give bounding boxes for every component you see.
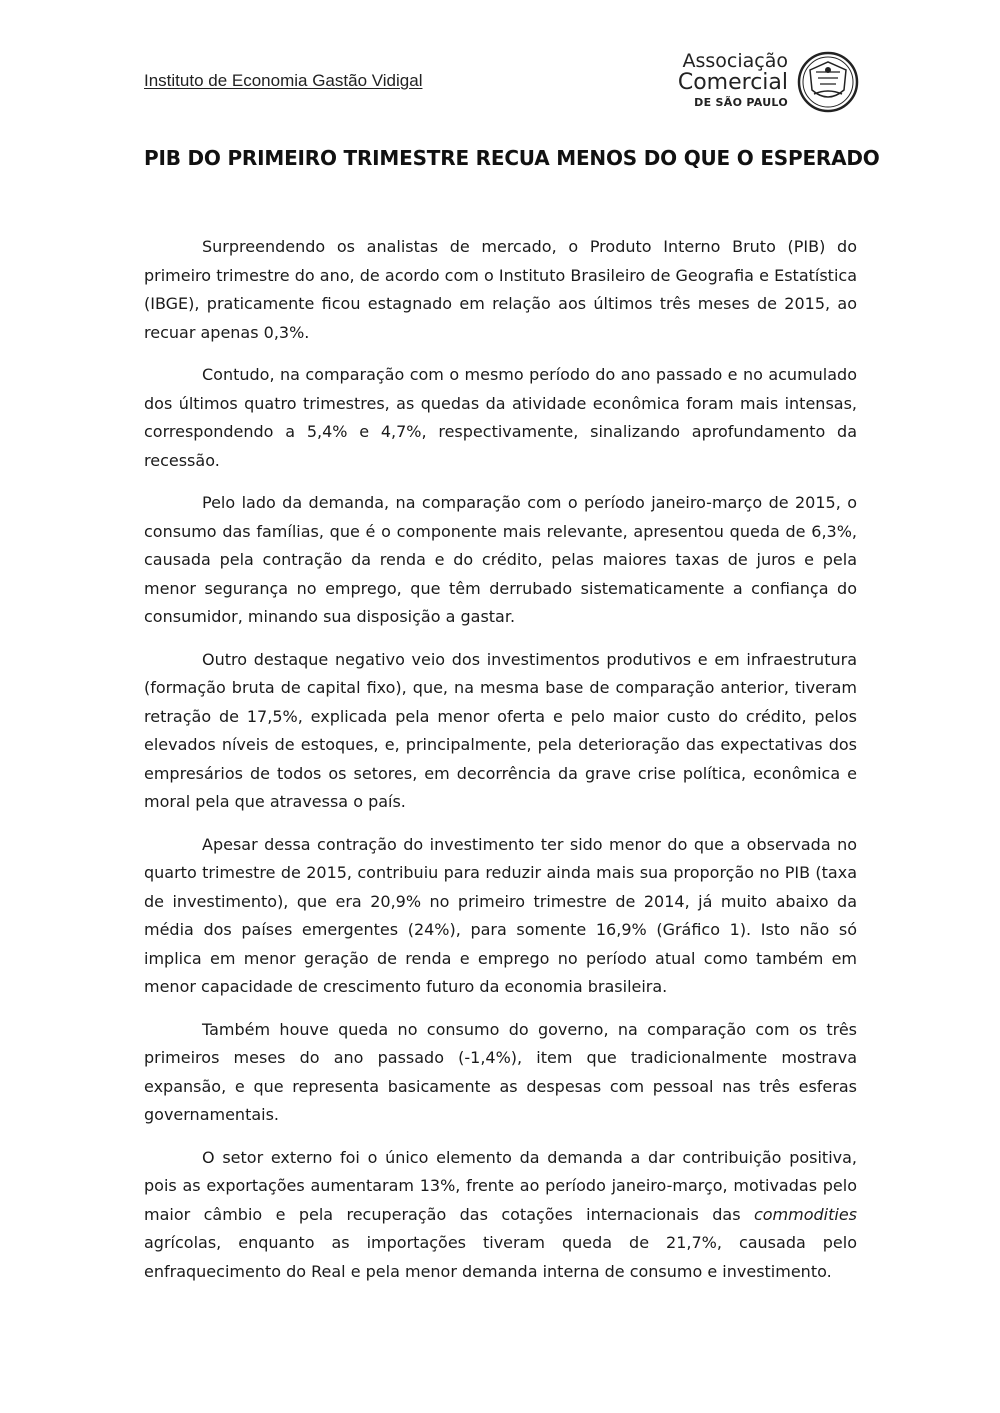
- page-title: PIB DO PRIMEIRO TRIMESTRE RECUA MENOS DO QUE O ESPERADO: [144, 146, 880, 170]
- paragraph-4: Outro destaque negativo veio dos investimentos produtivos e em infraestrutura (formação bruta de capital fixo), que, na mesma base de comparação anterior, tiveram retração de 17,5%, explicada pela menor oferta e pelo maior custo do crédito, pelos elevados níveis de estoques, e, principalmente, pela deterioração das expectativas dos empresários de todos os setores, em decorrência da grave crise política, econômica e moral pela que atravessa o país.: [144, 649, 857, 811]
- paragraph-7-text-after: agrícolas, enquanto as importações tiveram queda de 21,7%, causada pelo enfraquecimento do Real e pela menor demanda interna de consumo e investimento.: [144, 1233, 857, 1281]
- logo-line-sao-paulo: DE SÃO PAULO: [694, 96, 788, 109]
- paragraph-7-text-before: O setor externo foi o único elemento da demanda a dar contribuição positiva, pois as exportações aumentaram 13%, frente ao período janeiro-março, motivadas pelo maior câmbio e pela recuperação das cotações internacionais das: [144, 1147, 857, 1224]
- paragraph-2: Contudo, na comparação com o mesmo período do ano passado e no acumulado dos últimos quatro trimestres, as quedas da atividade econômica foram mais intensas, correspondendo a 5,4% e 4,7%, respectivamente, sinalizando aprofundamento da recessão.: [144, 365, 857, 470]
- paragraph-1: Surpreendendo os analistas de mercado, o Produto Interno Bruto (PIB) do primeiro trimestre do ano, de acordo com o Instituto Brasileiro de Geografia e Estatística (IBGE), praticamente ficou estagnado em relação aos últimos três meses de 2015, ao recuar apenas 0,3%.: [144, 237, 857, 342]
- seal-icon: [796, 50, 860, 114]
- logo-line-associacao: Associação: [682, 50, 788, 72]
- article-body: [144, 233, 857, 1300]
- paragraph-6: Também houve queda no consumo do governo, na comparação com os três primeiros meses do ano passado (-1,4%), item que tradicionalmente mostrava expansão, e que representa basicamente as despesas com pessoal nas três esferas governamentais.: [144, 1019, 857, 1124]
- paragraph-7: [144, 1144, 857, 1287]
- logo-line-comercial: Comercial: [677, 70, 788, 95]
- paragraph-7-emphasis: commodities: [753, 1204, 857, 1224]
- paragraph-5: Apesar dessa contração do investimento ter sido menor do que a observada no quarto trimestre de 2015, contribuiu para reduzir ainda mais sua proporção no PIB (taxa de investimento), que era 20,9% no primeiro trimestre de 2014, já muito abaixo da média dos países emergentes (24%), para somente 16,9% (Gráfico 1). Isto não só implica em menor geração de renda e emprego no período atual como também em menor capacidade de crescimento futuro da economia brasileira.: [144, 834, 857, 996]
- logo-text: [678, 52, 788, 108]
- acsp-logo: [677, 50, 860, 114]
- institute-name: Instituto de Economia Gastão Vidigal: [144, 71, 423, 90]
- paragraph-3: Pelo lado da demanda, na comparação com o período janeiro-março de 2015, o consumo das famílias, que é o componente mais relevante, apresentou queda de 6,3%, causada pela contração da renda e do crédito, pelas maiores taxas de juros e pela menor segurança no emprego, que têm derrubado sistematicamente a confiança do consumidor, minando sua disposição a gastar.: [144, 493, 857, 626]
